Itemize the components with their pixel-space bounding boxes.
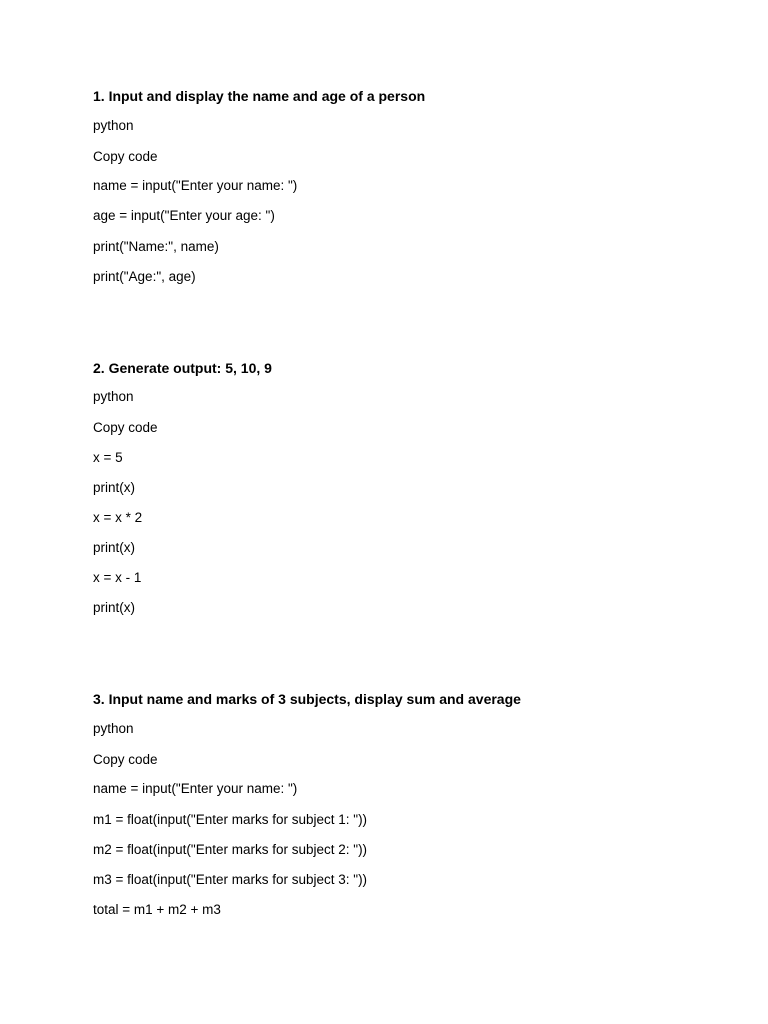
section-3-heading: 3. Input name and marks of 3 subjects, display sum and average: [93, 691, 521, 707]
section-3-code-line-2: m1 = float(input("Enter marks for subject 1: ")): [93, 812, 368, 827]
section-3-code-line-4: m3 = float(input("Enter marks for subject 3: ")): [93, 872, 368, 887]
section-2-copy-code: Copy code: [93, 420, 158, 435]
section-2-code-line-2: print(x): [93, 480, 136, 495]
section-3-copy-code: Copy code: [93, 752, 158, 767]
section-1-code-line-1: name = input("Enter your name: "): [93, 178, 298, 193]
section-3-language: python: [93, 721, 134, 736]
section-2-code-line-6: print(x): [93, 600, 136, 615]
section-2-code-line-3: x = x * 2: [93, 510, 143, 525]
section-2-language: python: [93, 389, 134, 404]
section-2-heading: 2. Generate output: 5, 10, 9: [93, 360, 272, 376]
section-3-code-line-1: name = input("Enter your name: "): [93, 781, 298, 796]
section-2-code-line-5: x = x - 1: [93, 570, 142, 585]
section-2-code-line-1: x = 5: [93, 450, 123, 465]
section-1-code-line-3: print("Name:", name): [93, 239, 219, 254]
section-3-code-line-5: total = m1 + m2 + m3: [93, 902, 221, 917]
section-3-code-line-3: m2 = float(input("Enter marks for subject 2: ")): [93, 842, 368, 857]
section-1-code-line-4: print("Age:", age): [93, 269, 196, 284]
section-1-copy-code: Copy code: [93, 149, 158, 164]
section-1-language: python: [93, 118, 134, 133]
section-2-code-line-4: print(x): [93, 540, 136, 555]
section-1-heading: 1. Input and display the name and age of a person: [93, 88, 426, 104]
section-1-code-line-2: age = input("Enter your age: "): [93, 208, 275, 223]
